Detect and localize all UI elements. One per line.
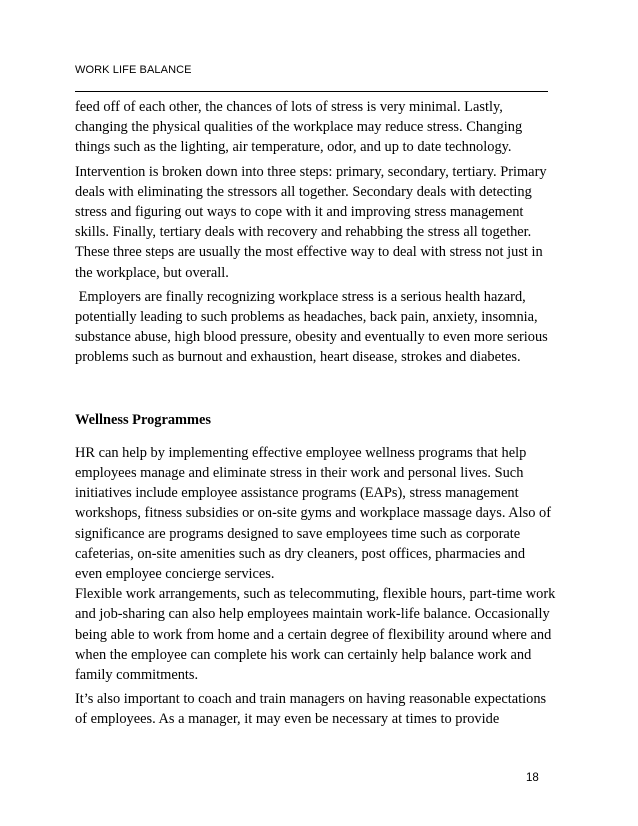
- paragraph: [75, 689, 555, 729]
- text-line: skills. Finally, tertiary deals with recovery and rehabbing the stress all together.: [75, 224, 532, 241]
- text-line: Employers are finally recognizing workplace stress is a serious health hazard,: [75, 288, 526, 305]
- text-line: Intervention is broken down into three steps: primary, secondary, tertiary. Primary: [75, 163, 547, 180]
- text-line: Flexible work arrangements, such as telecommuting, flexible hours, part-time work: [75, 586, 556, 603]
- text-line: being able to work from home and a certain degree of flexibility around where and: [75, 626, 552, 643]
- text-line: changing the physical qualities of the workplace may reduce stress. Changing: [75, 119, 523, 136]
- text-line: and job-sharing can also help employees maintain work-life balance. Occasionally: [75, 606, 550, 623]
- text-line: deals with eliminating the stressors all together. Secondary deals with detecting: [75, 183, 532, 200]
- text-line: the workplace, but overall.: [75, 264, 229, 281]
- text-line: cafeterias, on-site amenities such as dry cleaners, post offices, pharmacies and: [75, 545, 526, 562]
- text-line: potentially leading to such problems as headaches, back pain, anxiety, insomnia,: [75, 309, 538, 326]
- running-header: WORK LIFE BALANCE: [75, 64, 192, 76]
- text-line: initiatives include employee assistance programs (EAPs), stress management: [75, 485, 519, 502]
- paragraph: [75, 287, 555, 368]
- text-line: even employee concierge services.: [75, 566, 275, 583]
- text-line: substance abuse, high blood pressure, obesity and eventually to even more serious: [75, 329, 548, 346]
- text-line: employees manage and eliminate stress in their work and personal lives. Such: [75, 465, 524, 482]
- text-line: of employees. As a manager, it may even be necessary at times to provide: [75, 711, 500, 728]
- text-line: It’s also important to coach and train managers on having reasonable expectations: [75, 691, 547, 708]
- section-heading: Wellness Programmes: [75, 411, 212, 428]
- page-body: [75, 97, 555, 730]
- text-line: problems such as burnout and exhaustion, heart disease, strokes and diabetes.: [75, 349, 521, 366]
- text-line: HR can help by implementing effective employee wellness programs that help: [75, 444, 527, 461]
- header-divider: [75, 91, 548, 92]
- text-line: things such as the lighting, air temperature, odor, and up to date technology.: [75, 139, 512, 156]
- text-line: workshops, fitness subsidies or on-site gyms and workplace massage days. Also of: [75, 505, 552, 522]
- paragraph: [75, 443, 555, 685]
- text-line: when the employee can complete his work can certainly help balance work and: [75, 646, 532, 663]
- paragraph: [75, 162, 555, 283]
- text-line: These three steps are usually the most effective way to deal with stress not just in: [75, 244, 543, 261]
- text-line: stress and figuring out ways to cope with it and improving stress management: [75, 204, 524, 221]
- paragraph: [75, 97, 555, 158]
- text-line: significance are programs designed to save employees time such as corporate: [75, 525, 521, 542]
- page-number: 18: [526, 772, 539, 784]
- text-line: feed off of each other, the chances of lots of stress is very minimal. Lastly,: [75, 99, 503, 115]
- text-line: family commitments.: [75, 667, 199, 684]
